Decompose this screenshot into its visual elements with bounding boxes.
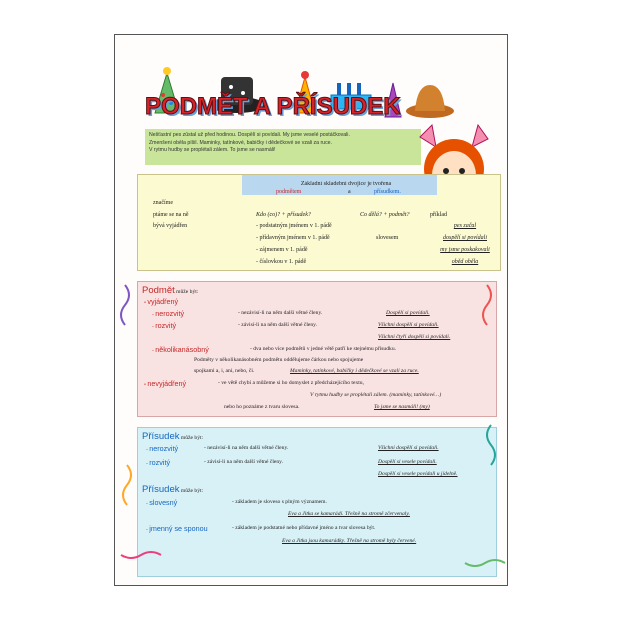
- priklad-label: příklad: [430, 212, 447, 218]
- podmet-nekolik-example: Maminky, tatínkové, babičky i dědečkové se vzali za ruce.: [290, 368, 419, 374]
- intro-line: V rytmu hudby se proplétali zálem. To jsme se nasmáli!: [149, 147, 276, 153]
- podmet-nevyj-example: V rytmu hudby se proplétali zálem. (maminky, tatínkové…): [310, 392, 442, 398]
- prisudek-nerozvity-example: Všichni dospělí si povídali.: [378, 445, 439, 451]
- podmet-nerozvity: - nerozvitý: [152, 309, 185, 318]
- prisudek-heading-2: Přísudek může být:: [142, 484, 204, 495]
- intro-line: Nešťastní pes zůstal už před hodinou. Dospělí si povídali. My jsme veselé postáčkovali.: [149, 132, 350, 138]
- form-noun: - podstatným jménem v 1. pádě: [256, 223, 332, 229]
- podmet-nevyj-example-2: To jsme se nasmáli! (my): [374, 404, 430, 410]
- prisudek-rozvity-example-1: Dospělí si vesele povídali.: [378, 459, 437, 465]
- example-2: dospělí si povídali: [443, 235, 487, 241]
- streamer-icon: [487, 425, 495, 465]
- streamer-icon: [465, 560, 505, 566]
- prisudek-jmenny-desc: - základem je podstatné nebo přídavné jméno a tvar slovesa být.: [232, 525, 376, 531]
- prisudek-jmenny: - jmenný se sponou: [146, 524, 208, 533]
- streamer-icon: [483, 285, 491, 325]
- row-label-znacime: značíme: [153, 200, 173, 206]
- podmet-nevyj-desc: - ve větě chybí a můžeme si ho domyslet z předcházejícího textu,: [218, 380, 365, 386]
- streamer-icon: [121, 552, 161, 558]
- prisudek-rozvity-desc: - závisí-li na něm další větné členy.: [204, 459, 284, 465]
- podmet-nerozvity-desc: - nezávisí-li na něm další větné členy.: [238, 310, 323, 316]
- row-label-byva: bývá vyjádřen: [153, 223, 188, 229]
- header-podmet: podmětem: [276, 189, 302, 195]
- podmet-nevyjadreny: • nevyjádřený: [144, 379, 187, 388]
- question-prisudek: Co dělá? + podmět?: [360, 212, 410, 218]
- streamer-icon: [121, 285, 129, 325]
- example-3: my jsme poskakovali: [440, 247, 490, 253]
- podmet-nekolik-line3: spojkami a, i, ani, nebo, či.: [194, 368, 255, 374]
- podmet-nerozvity-example: Dospělí si povídali.: [386, 310, 430, 316]
- header-a: a: [348, 189, 351, 195]
- page-title: PODMĚT A PŘÍSUDEK: [145, 93, 401, 120]
- row-label-ptame: ptáme se na ně: [153, 212, 189, 218]
- podmet-rozvity-example-1: Všichni dospělí si povídali.: [378, 322, 439, 328]
- streamer-icon: [123, 465, 131, 505]
- podmet-rozvity-example-2: Všichni čtyři dospělí si povídali.: [378, 334, 451, 340]
- podmet-vyjadreny: • vyjádřený: [144, 297, 179, 306]
- podmet-rozvity: - rozvitý: [152, 321, 177, 330]
- prisudek-slovesny-desc: - základem je sloveso s plným významem.: [232, 499, 327, 505]
- intro-line: Zmenšeni oběla píšil. Maminky, tatínkové, babičky i dědečkové se vzali za ruce.: [149, 139, 332, 146]
- question-podmet: Kdo (co)? + přísudek?: [256, 212, 311, 218]
- streamers: [115, 35, 508, 586]
- header-prisudek: přísudkem.: [374, 189, 401, 195]
- worksheet-page: [114, 34, 508, 586]
- prisudek-rozvity-example-2: Dospělí si vesele povídali u jídelně.: [378, 471, 458, 477]
- prisudek-heading: Přísudek může být:: [142, 431, 204, 442]
- prisudek-jmenny-example: Eva a Jitka jsou kamarádky. Třešně na stromě byly červené.: [282, 538, 417, 544]
- prisudek-nerozvity-desc: - nezávisí-li na něm další větné členy.: [204, 445, 289, 451]
- prisudek-nerozvity: - nerozvitý: [146, 444, 179, 453]
- podmet-heading: Podmět může být:: [142, 285, 199, 296]
- podmet-nekolik-desc: - dva nebo více podmětů v jedné větě patří ke stejnému přísudku.: [250, 346, 397, 352]
- prisudek-rozvity: - rozvitý: [146, 458, 171, 467]
- example-4: oběd oběla: [451, 259, 479, 265]
- table-heading: Základní skladební dvojice je tvořena: [300, 181, 392, 187]
- podmet-nekolik-line2: Podměty v několikanásobném podmětu oddělujeme čárkou nebo spojujeme: [194, 357, 364, 363]
- prisudek-slovesny-example: Eva a Jitka se kamarádí. Třešně na stromě zčervenaly.: [288, 511, 410, 517]
- form-adjective: - přídavným jménem v 1. pádě: [256, 235, 330, 241]
- form-pronoun: - zájmenem v 1. pádě: [256, 247, 308, 253]
- example-1: pes začal: [453, 223, 477, 229]
- form-numeral: - číslovkou v 1. pádě: [256, 259, 307, 265]
- podmet-rozvity-desc: - závisí-li na něm další větné členy.: [238, 322, 318, 328]
- podmet-nekolikanasobny: - několikanásobný: [152, 345, 209, 354]
- prisudek-slovesny: - slovesný: [146, 498, 178, 507]
- podmet-nevyj-line2: nebo ho poznáme z tvaru slovesa.: [224, 404, 300, 410]
- form-verb: slovesem: [376, 235, 399, 241]
